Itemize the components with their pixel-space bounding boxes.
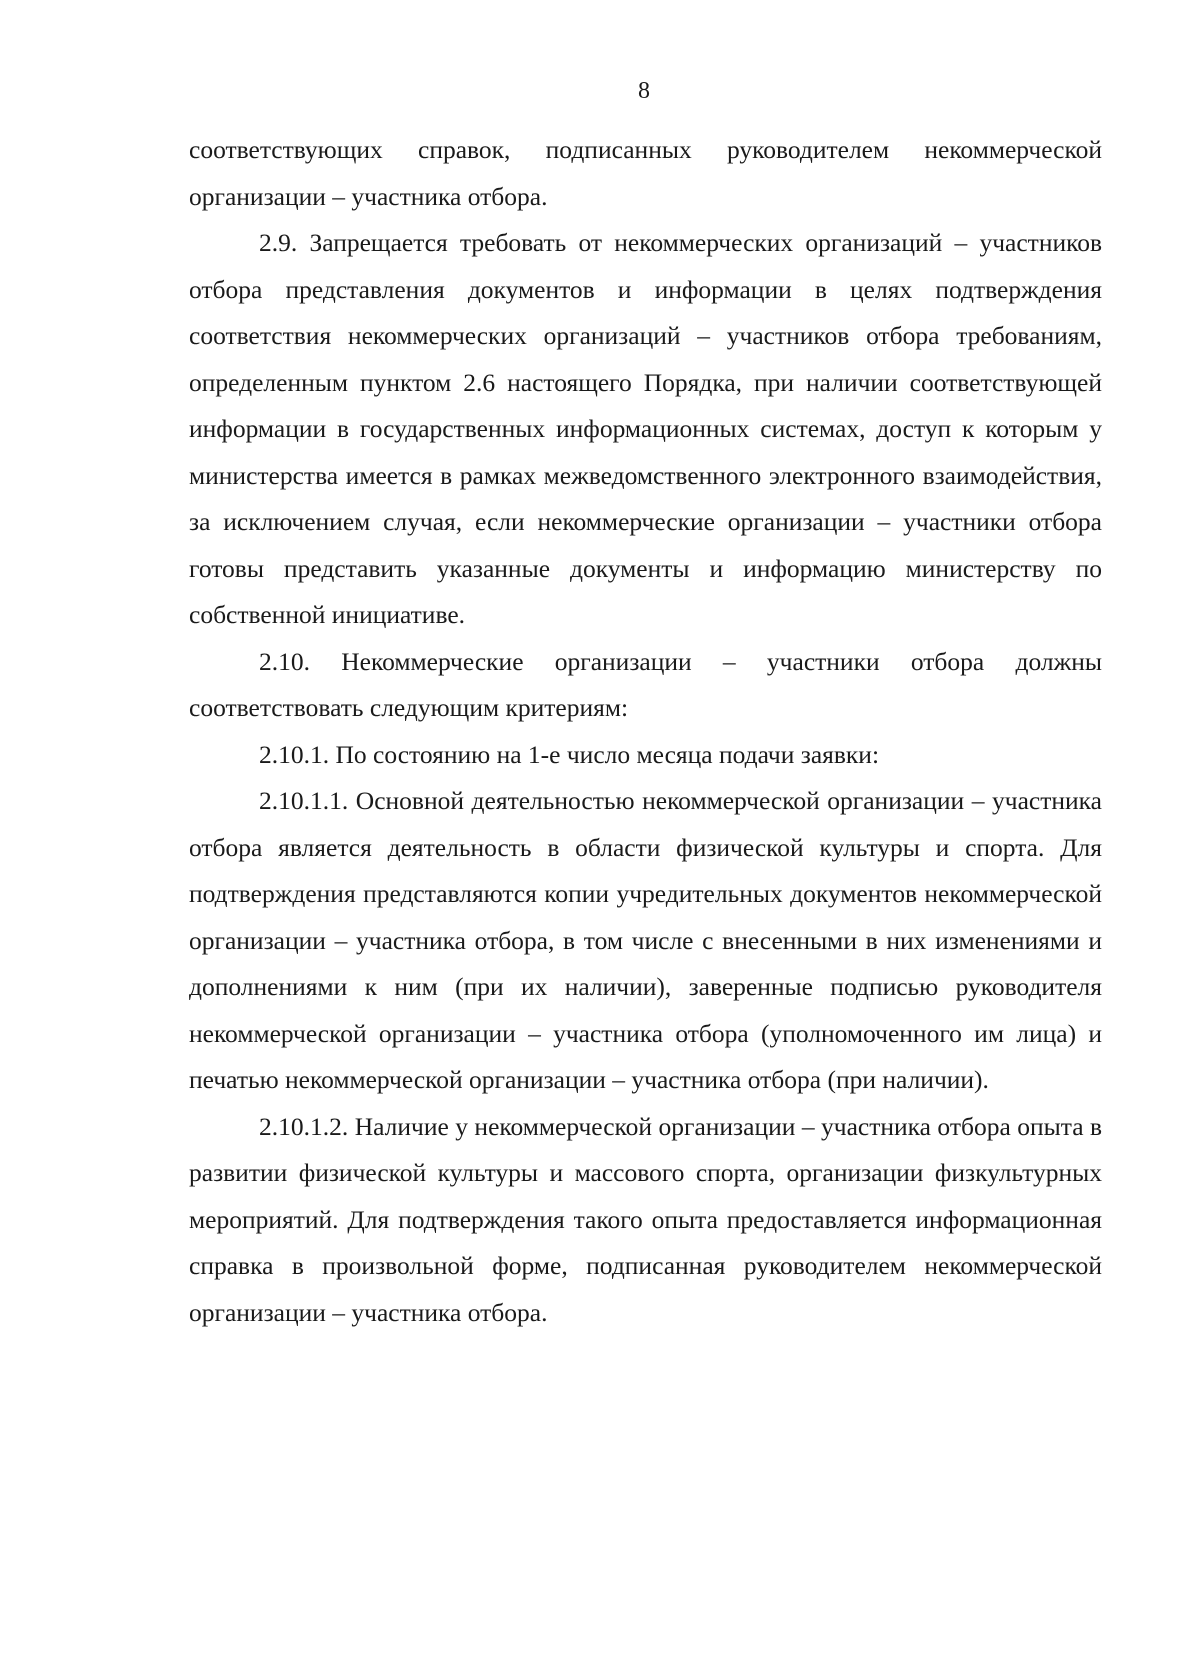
page-number: 8 bbox=[638, 78, 650, 104]
paragraph-2-10-1-2: 2.10.1.2. Наличие у некоммерческой организации – участника отбора опыта в развитии физической культуры и массового спорта, организации физкультурных мероприятий. Для подтверждения такого опыта предоставляется информационная справка в произвольной форме, подписанная руководителем некоммерческой организации – участника отбора. bbox=[189, 1111, 1102, 1327]
paragraph-2-10: 2.10. Некоммерческие организации – участники отбора должны соответствовать следующим критериям: bbox=[189, 646, 1102, 722]
paragraph-2-10-1: 2.10.1. По состоянию на 1-е число месяца подачи заявки: bbox=[259, 739, 880, 769]
document-body bbox=[189, 127, 1102, 1336]
paragraph-2-10-1-1: 2.10.1.1. Основной деятельностью некоммерческой организации – участника отбора является деятельность в области физической культуры и спорта. Для подтверждения представляются копии учредительных документов некоммерческой организации – участника отбора, в том числе с внесенными в них изменениями и дополнениями к ним (при их наличии), заверенные подписью руководителя некоммерческой организации – участника отбора (уполномоченного им лица) и печатью некоммерческой организации – участника отбора (при наличии). bbox=[189, 786, 1102, 1094]
paragraph-continuation: соответствующих справок, подписанных руководителем некоммерческой организации – участника отбора. bbox=[189, 135, 1102, 211]
paragraph-2-9: 2.9. Запрещается требовать от некоммерческих организаций – участников отбора представления документов и информации в целях подтверждения соответствия некоммерческих организаций – участников отбора требованиям, определенным пунктом 2.6 настоящего Порядка, при наличии соответствующей информации в государственных информационных системах, доступ к которым у министерства имеется в рамках межведомственного электронного взаимодействия, за исключением случая, если некоммерческие организации – участники отбора готовы представить указанные документы и информацию министерству по собственной инициативе. bbox=[189, 228, 1102, 629]
